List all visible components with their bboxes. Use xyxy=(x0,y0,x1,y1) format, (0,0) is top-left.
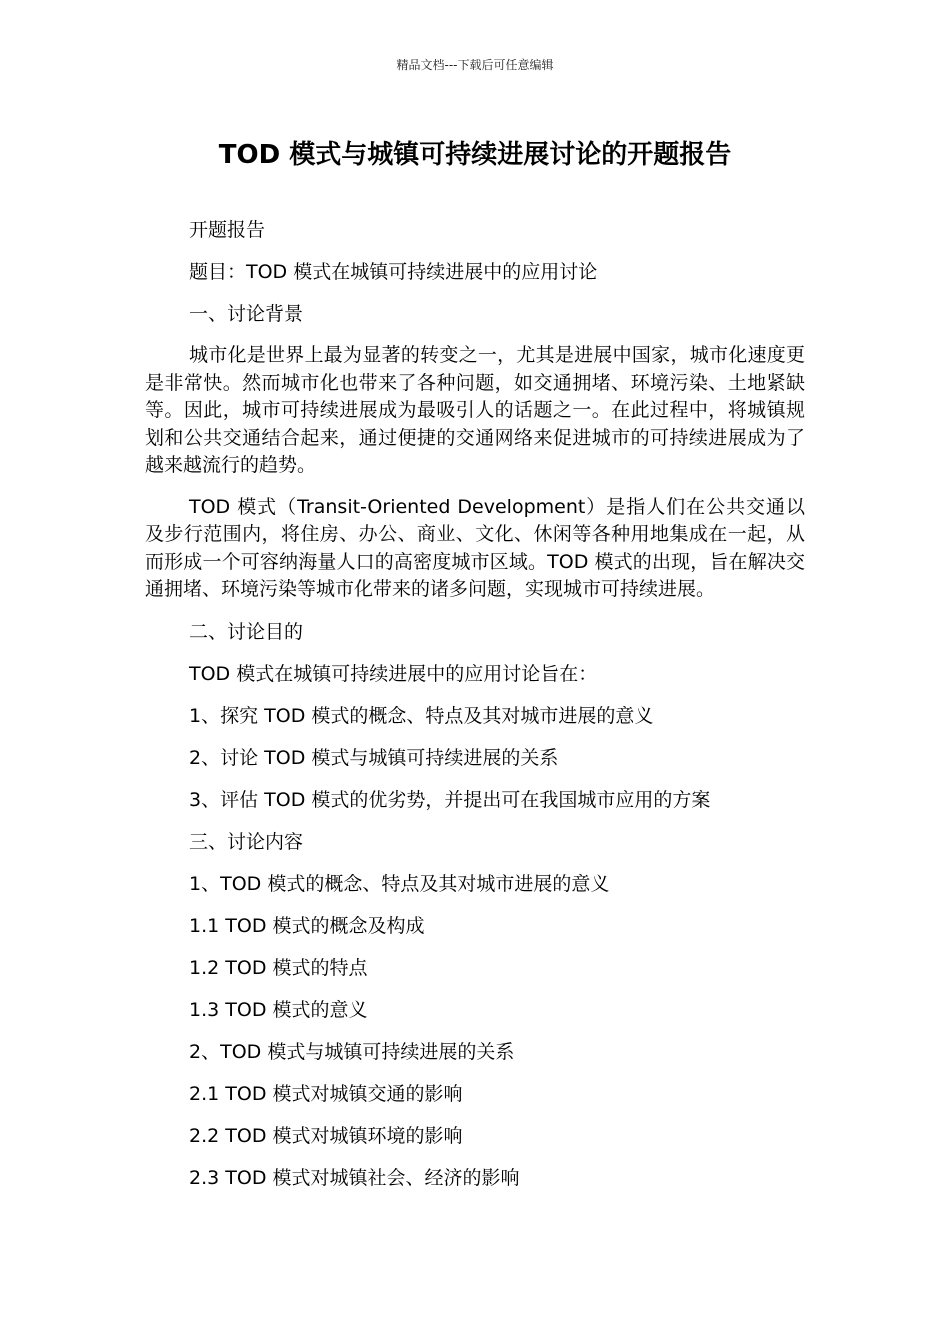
section-label: 开题报告 xyxy=(189,219,266,241)
topic-line: 题目：TOD 模式在城镇可持续进展中的应用讨论 xyxy=(189,261,598,283)
purpose-intro: TOD 模式在城镇可持续进展中的应用讨论旨在： xyxy=(189,662,598,685)
content-item-2-2: 2.2 TOD 模式对城镇环境的影响 xyxy=(189,1124,463,1147)
content-item-1-2: 1.2 TOD 模式的特点 xyxy=(189,956,368,979)
purpose-item-3: 3、评估 TOD 模式的优劣势，并提出可在我国城市应用的方案 xyxy=(189,788,711,811)
paragraph-background-2: TOD 模式（Transit-Oriented Development）是指人们在公共交通以及步行范围内，将住房、办公、商业、文化、休闲等各种用地集成在一起，从而形成一个可容纳海量人口的高密度城市区域。TOD 模式的出现，旨在解决交通拥堵、环境污染等城市化带来的诸多问题，实现城市可持续进展。 xyxy=(145,495,805,600)
content-item-2-3: 2.3 TOD 模式对城镇社会、经济的影响 xyxy=(189,1166,520,1189)
document-title: TOD 模式与城镇可持续进展讨论的开题报告 xyxy=(218,140,732,170)
purpose-item-2: 2、讨论 TOD 模式与城镇可持续进展的关系 xyxy=(189,746,559,769)
content-item-1-3: 1.3 TOD 模式的意义 xyxy=(189,998,368,1021)
heading-background: 一、讨论背景 xyxy=(189,303,304,325)
header-note: 精品文档---下载后可任意编辑 xyxy=(396,58,554,72)
heading-content: 三、讨论内容 xyxy=(189,830,304,853)
content-item-2: 2、TOD 模式与城镇可持续进展的关系 xyxy=(189,1040,515,1063)
content-item-1: 1、TOD 模式的概念、特点及其对城市进展的意义 xyxy=(189,872,610,895)
content-item-1-1: 1.1 TOD 模式的概念及构成 xyxy=(189,914,425,937)
document-body xyxy=(145,216,805,1206)
paragraph-background-1: 城市化是世界上最为显著的转变之一，尤其是进展中国家，城市化速度更是非常快。然而城市化也带来了各种问题，如交通拥堵、环境污染、土地紧缺等。因此，城市可持续进展成为最吸引人的话题之一。在此过程中，将城镇规划和公共交通结合起来，通过便捷的交通网络来促进城市的可持续进展成为了越来越流行的趋势。 xyxy=(145,344,805,476)
heading-purpose: 二、讨论目的 xyxy=(189,620,304,643)
purpose-item-1: 1、探究 TOD 模式的概念、特点及其对城市进展的意义 xyxy=(189,704,654,727)
content-item-2-1: 2.1 TOD 模式对城镇交通的影响 xyxy=(189,1082,463,1105)
